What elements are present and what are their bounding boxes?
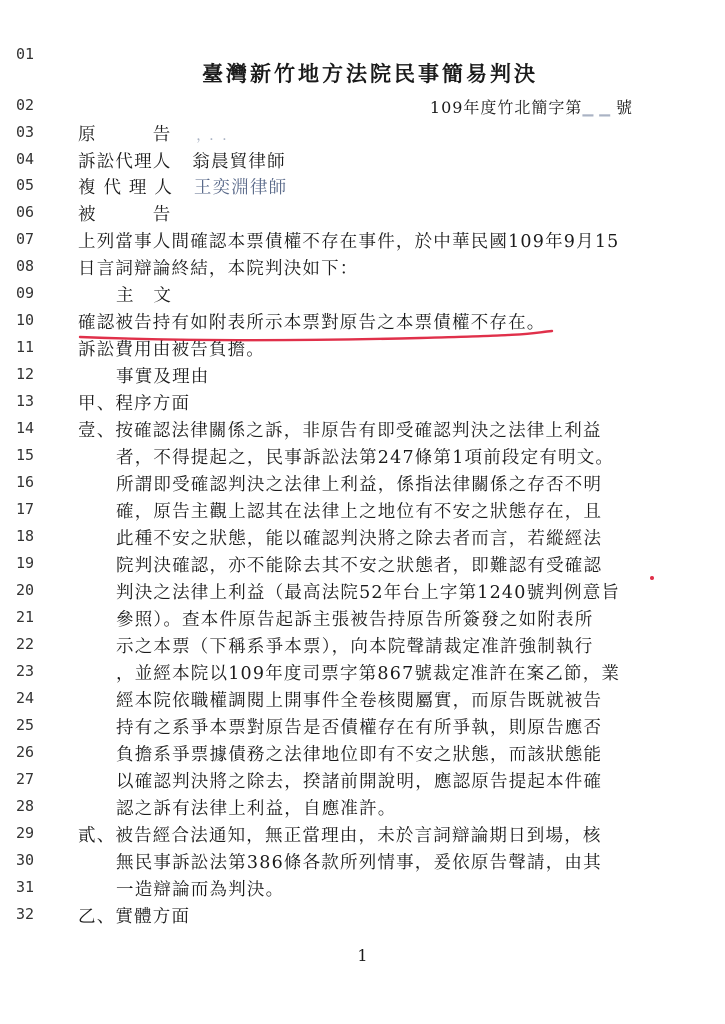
line-number: 32 [16, 905, 35, 923]
body-line: 日言詞辯論終結，本院判決如下： [78, 259, 359, 279]
line-number: 14 [16, 419, 35, 437]
body-line: 經本院依職權調閱上開事件全卷核閱屬實，而原告既就被告 [116, 691, 603, 711]
line-number: 15 [16, 446, 35, 464]
line-number: 18 [16, 527, 35, 545]
case-number-suffix: 號 [615, 98, 633, 117]
line-number: 08 [16, 257, 35, 275]
plaintiff-row [78, 121, 242, 146]
body-line: 一造辯論而為判決。 [116, 880, 285, 900]
body-line: 者，不得提起之，民事訴訟法第247條第1項前段定有明文。 [116, 448, 615, 468]
body-line: 持有之系爭本票對原告是否債權存在有所爭執，則原告應否 [116, 718, 603, 738]
body-line: 訴訟費用由被告負擔。 [78, 340, 265, 360]
main-text-ruling: 確認被告持有如附表所示本票對原告之本票債權不存在。 [78, 313, 546, 333]
case-number-redacted: ▁▁ [582, 101, 616, 117]
sub-agent-name: 王奕淵律師 [193, 178, 288, 198]
document-title: 臺灣新竹地方法院民事簡易判決 [202, 61, 538, 86]
plaintiff-label: 原 告 [78, 125, 172, 145]
line-number: 25 [16, 716, 35, 734]
agent-row [78, 148, 286, 173]
body-line: 判決之法律上利益（最高法院52年台上字第1240號判例意旨 [116, 583, 621, 603]
line-number: 07 [16, 230, 35, 248]
line-number: 31 [16, 878, 35, 896]
body-line: 此種不安之狀態，能以確認判決將之除去者而言，若縱經法 [116, 529, 603, 549]
case-number [430, 95, 633, 118]
body-line: 無民事訴訟法第386條各款所列情事，爰依原告聲請，由其 [116, 853, 602, 873]
line-number: 02 [16, 96, 35, 114]
page-number: 1 [357, 946, 368, 965]
line-number: 13 [16, 392, 35, 410]
line-number: 26 [16, 743, 35, 761]
sub-agent-row [78, 174, 287, 199]
case-number-text: 109年度竹北簡字第 [429, 98, 583, 117]
line-number: 01 [16, 45, 35, 63]
line-number: 21 [16, 608, 35, 626]
line-number: 20 [16, 581, 35, 599]
body-line: 參照）。查本件原告起訴主張被告持原告所簽發之如附表所 [116, 610, 594, 630]
agent-name: 翁晨貿律師 [192, 152, 286, 172]
section-heading: 乙、實體方面 [78, 907, 191, 927]
line-number: 09 [16, 284, 35, 302]
line-number: 12 [16, 365, 35, 383]
section-heading: 甲、程序方面 [78, 394, 191, 414]
line-number: 05 [16, 176, 35, 194]
line-number: 10 [16, 311, 35, 329]
agent-label: 訴訟代理人 [78, 152, 172, 172]
line-number: 19 [16, 554, 35, 572]
defendant-row [78, 201, 172, 226]
body-line: 認之訴有法律上利益，自應准許。 [116, 799, 397, 819]
sub-agent-label: 複 代 理 人 [78, 178, 174, 198]
body-line: 上列當事人間確認本票債權不存在事件，於中華民國109年9月15 [78, 232, 620, 252]
line-number: 16 [16, 473, 35, 491]
red-dot-mark [650, 576, 654, 580]
line-number: 28 [16, 797, 35, 815]
line-number: 06 [16, 203, 35, 221]
body-line: 所謂即受確認判決之法律上利益，係指法律關係之存否不明 [116, 475, 603, 495]
plaintiff-redacted: ，．． [196, 128, 243, 144]
line-number: 24 [16, 689, 35, 707]
line-number: 29 [16, 824, 35, 842]
heading-main-text: 主 文 [116, 286, 173, 306]
body-line: 院判決確認，亦不能除去其不安之狀態者，即難認有受確認 [116, 556, 603, 576]
line-number: 30 [16, 851, 35, 869]
line-number: 03 [16, 123, 35, 141]
line-number: 23 [16, 662, 35, 680]
body-line: 負擔系爭票據債務之法律地位即有不安之狀態，而該狀態能 [116, 745, 603, 765]
line-number: 04 [16, 150, 35, 168]
line-number: 27 [16, 770, 35, 788]
line-number: 11 [16, 338, 35, 356]
body-line: 壹、按確認法律關係之訴，非原告有即受確認判決之法律上利益 [78, 421, 602, 441]
line-number: 17 [16, 500, 35, 518]
heading-facts-reasons: 事實及理由 [116, 367, 210, 387]
defendant-label: 被 告 [78, 205, 172, 225]
line-number: 22 [16, 635, 35, 653]
body-line: 貳、被告經合法通知，無正當理由，未於言詞辯論期日到場，核 [78, 826, 602, 846]
body-line: 以確認判決將之除去，揆諸前開說明，應認原告提起本件確 [116, 772, 603, 792]
body-line: 示之本票（下稱系爭本票），向本院聲請裁定准許強制執行 [116, 637, 594, 657]
body-line: ，並經本院以109年度司票字第867號裁定准許在案乙節，業 [116, 664, 621, 684]
body-line: 確，原告主觀上認其在法律上之地位有不安之狀態存在，且 [116, 502, 603, 522]
